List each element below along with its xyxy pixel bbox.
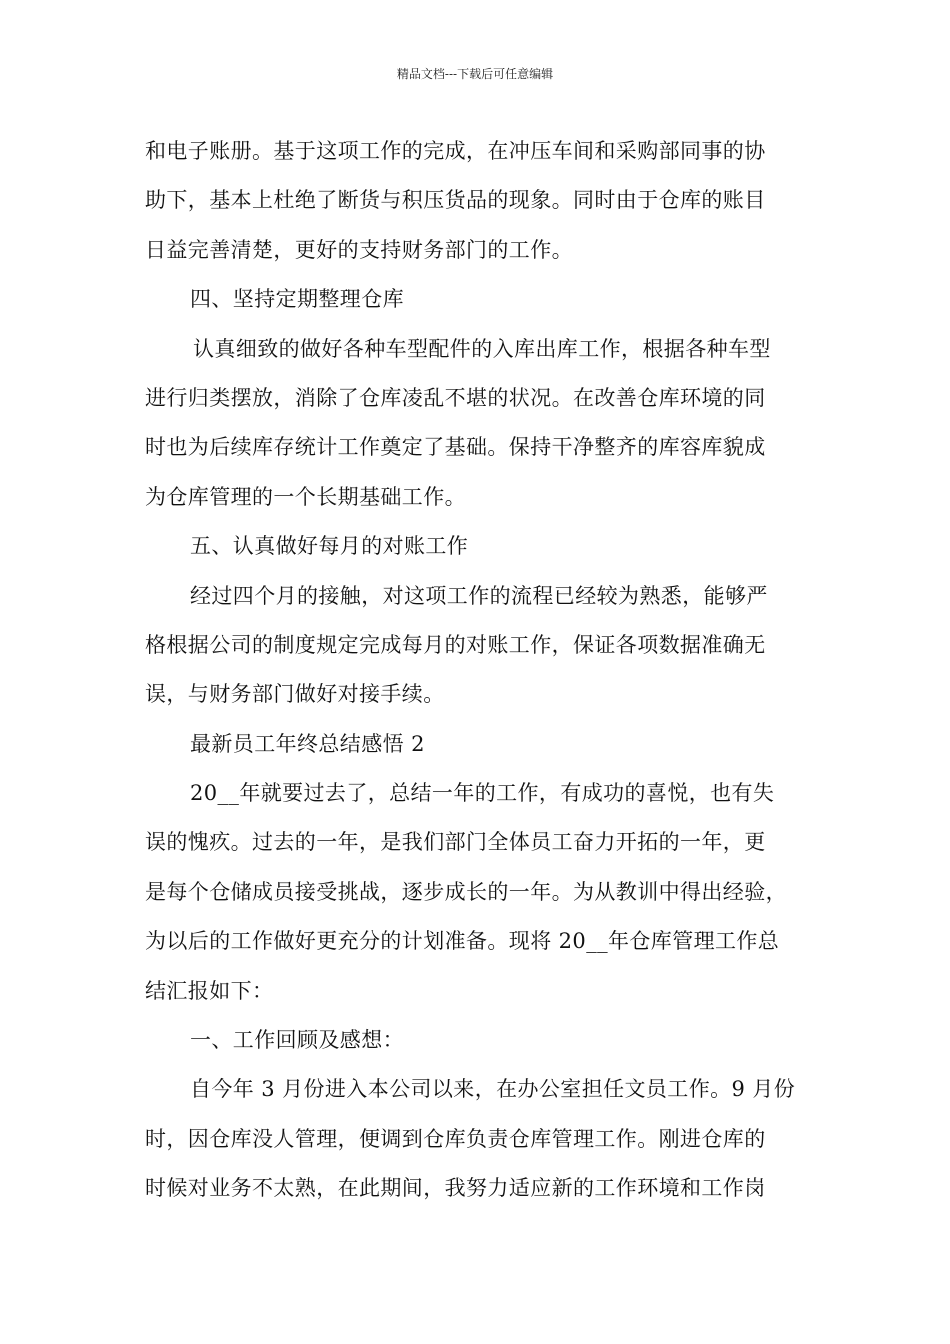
text-line: 进行归类摆放，消除了仓库凌乱不堪的状况。在改善仓库环境的同	[145, 385, 766, 410]
text-line: 和电子账册。基于这项工作的完成，在冲压车间和采购部同事的协	[145, 139, 766, 163]
text-line: 最新员工年终总结感悟 2	[190, 731, 425, 756]
text-line: 误的愧疚。过去的一年，是我们部门全体员工奋力开拓的一年，更	[145, 830, 766, 855]
text-line: 认真细致的做好各种车型配件的入库出库工作，根据各种车型	[193, 336, 771, 361]
text-line: 自今年 3 月份进入本公司以来，在办公室担任文员工作。9 月份	[190, 1077, 796, 1102]
text-line: 时候对业务不太熟，在此期间，我努力适应新的工作环境和工作岗	[145, 1176, 766, 1201]
text-line: 助下，基本上杜绝了断货与积压货品的现象。同时由于仓库的账目	[145, 188, 766, 213]
text-line: 是每个仓储成员接受挑战，逐步成长的一年。为从教训中得出经验，	[145, 879, 787, 904]
text-line: 20__年就要过去了，总结一年的工作，有成功的喜悦，也有失	[190, 781, 775, 806]
text-line: 时，因仓库没人管理，便调到仓库负责仓库管理工作。刚进仓库的	[145, 1126, 766, 1151]
document-body	[145, 127, 810, 1214]
page-header: 精品文档---下载后可任意编辑	[396, 67, 554, 81]
text-line: 为仓库管理的一个长期基础工作。	[145, 484, 466, 509]
text-line: 经过四个月的接触，对这项工作的流程已经较为熟悉，能够严	[190, 583, 768, 608]
text-line: 结汇报如下：	[145, 978, 274, 1003]
text-line: 一、工作回顾及感想：	[190, 1028, 404, 1053]
text-line: 五、认真做好每月的对账工作	[190, 534, 469, 559]
text-line: 格根据公司的制度规定完成每月的对账工作，保证各项数据准确无	[145, 632, 766, 657]
text-line: 四、坚持定期整理仓库	[190, 287, 404, 312]
text-line: 误，与财务部门做好对接手续。	[145, 682, 445, 707]
text-line: 为以后的工作做好更充分的计划准备。现将 20__年仓库管理工作总	[145, 929, 780, 954]
text-line: 日益完善清楚，更好的支持财务部门的工作。	[145, 237, 573, 262]
text-line: 时也为后续库存统计工作奠定了基础。保持干净整齐的库容库貌成	[145, 435, 766, 460]
